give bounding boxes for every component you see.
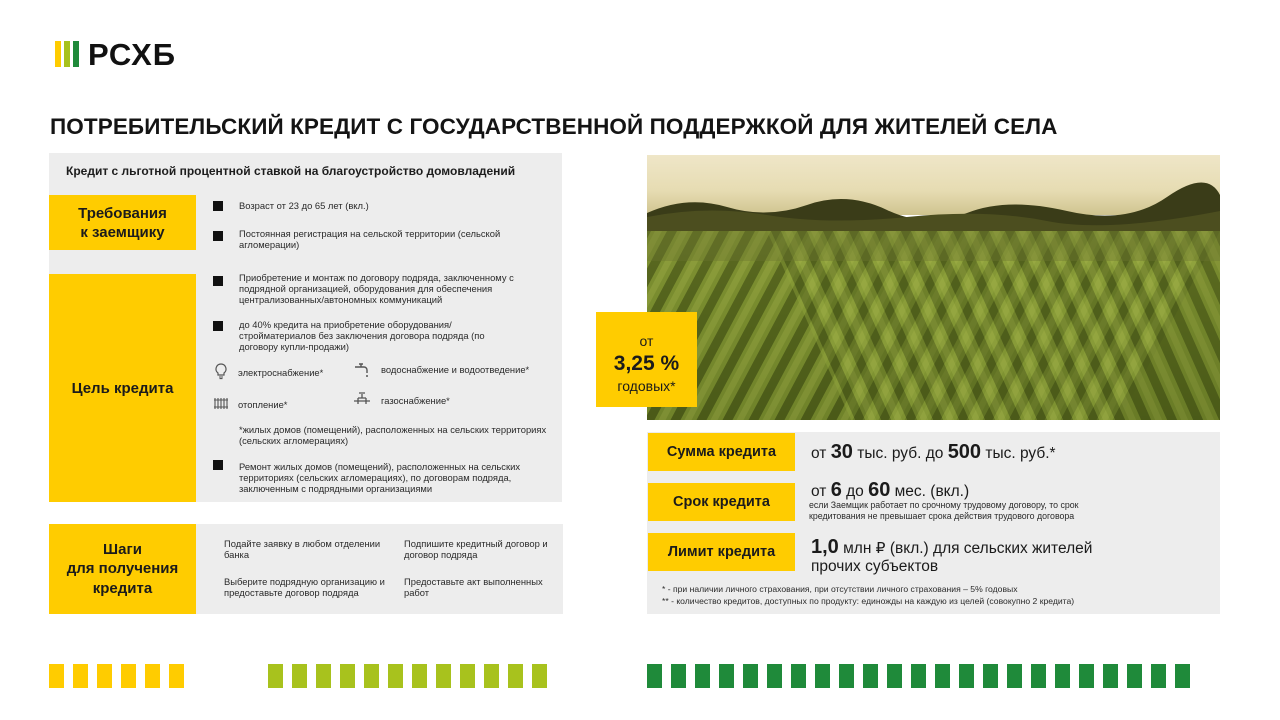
rate-badge: [596, 312, 697, 407]
utility-label: отопление*: [238, 399, 288, 410]
purpose-label: Цель кредита: [49, 274, 196, 502]
limit-value: [811, 536, 1092, 559]
purpose-note: *жилых домов (помещений), расположенных на сельских территориях (сельских агломерациях): [239, 424, 547, 447]
utility-label: электроснабжение*: [238, 367, 324, 378]
utility-label: газоснабжение*: [381, 395, 450, 406]
requirement-item: Постоянная регистрация на сельской территории (сельской агломерации): [239, 228, 501, 251]
limit-text: млн ₽ (вкл.) для сельских жителей: [838, 540, 1093, 557]
lightbulb-icon: [212, 362, 230, 380]
bullet-icon: [213, 321, 223, 331]
farm-field-photo: [647, 155, 1220, 420]
logo-text: РСХБ: [88, 36, 177, 72]
brand-logo[interactable]: [55, 36, 177, 72]
logo-bars-icon: [55, 41, 79, 67]
bullet-icon: [213, 276, 223, 286]
bullet-icon: [213, 231, 223, 241]
gas-valve-icon: [353, 389, 371, 407]
limit-amount: 1,0: [811, 536, 839, 558]
purpose-item: до 40% кредита на приобретение оборудования/ стройматериалов без заключения договора подряда (по договору купли-продажи): [239, 319, 485, 353]
steps-label: [49, 524, 196, 614]
requirements-label-line1: Требования: [78, 204, 167, 222]
term-value: [811, 479, 969, 502]
steps-label-line2: для получения: [66, 560, 179, 578]
requirement-item: Возраст от 23 до 65 лет (вкл.): [239, 200, 369, 211]
bullet-icon: [213, 201, 223, 211]
requirements-label-line2: к заемщику: [80, 223, 165, 241]
purpose-item: Приобретение и монтаж по договору подряда, заключенному с подрядной организацией, оборудования для обеспечения централизованных/автономных коммуникаций: [239, 272, 514, 306]
amount-label: Сумма кредита: [648, 433, 795, 471]
step-item: Подайте заявку в любом отделении банка: [224, 538, 381, 561]
footnote: ** - количество кредитов, доступных по продукту: единожды на каждую из целей (совокупно 2 кредита): [662, 596, 1075, 606]
rate-prefix: от: [639, 333, 654, 349]
bullet-icon: [213, 460, 223, 470]
term-text: от: [811, 483, 831, 500]
limit-line2: прочих субъектов: [811, 558, 939, 575]
amount-max: 500: [947, 441, 982, 463]
page-title: ПОТРЕБИТЕЛЬСКИЙ КРЕДИТ С ГОСУДАРСТВЕННОЙ ПОДДЕРЖКОЙ ДЛЯ ЖИТЕЛЕЙ СЕЛА: [50, 114, 1058, 139]
water-tap-icon: [353, 360, 371, 378]
term-text: до: [841, 483, 869, 500]
amount-text: тыс. руб.*: [981, 445, 1056, 462]
radiator-icon: [212, 394, 230, 412]
footnote: * - при наличии личного страхования, при отсутствии личного страхования – 5% годовых: [662, 584, 1018, 594]
steps-label-line3: кредита: [92, 579, 153, 597]
rate-value: 3,25 %: [613, 352, 680, 375]
step-item: Подпишите кредитный договор и договор подряда: [404, 538, 548, 561]
term-text: мес. (вкл.): [890, 483, 970, 500]
term-note: если Заемщик работает по срочному трудовому договору, то срок: [809, 500, 1079, 510]
term-label: Срок кредита: [648, 483, 795, 521]
green-stripes: [647, 664, 1190, 688]
term-min: 6: [830, 479, 842, 501]
amount-text: от: [811, 445, 831, 462]
step-item: Выберите подрядную организацию и предоставьте договор подряда: [224, 576, 385, 599]
step-item: Предоставьте акт выполненных работ: [404, 576, 543, 599]
purpose-item: Ремонт жилых домов (помещений), расположенных на сельских территориях (сельских агломерациях), по договорам подряда, заключенным с подрядными организациями: [239, 461, 521, 495]
yellow-stripes: [49, 664, 184, 688]
term-max: 60: [868, 479, 891, 501]
amount-value: [811, 441, 1056, 464]
amount-min: 30: [830, 441, 853, 463]
term-note: кредитования не превышает срока действия трудового договора: [809, 511, 1075, 521]
panel-header: Кредит с льготной процентной ставкой на благоустройство домовладений: [66, 164, 516, 178]
rate-suffix: годовых*: [617, 378, 676, 394]
requirements-label: [49, 195, 196, 250]
lime-stripes: [268, 664, 547, 688]
steps-label-line1: Шаги: [103, 540, 142, 558]
limit-label: Лимит кредита: [648, 533, 795, 571]
utility-label: водоснабжение и водоотведение*: [381, 364, 530, 375]
amount-text: тыс. руб. до: [852, 445, 948, 462]
